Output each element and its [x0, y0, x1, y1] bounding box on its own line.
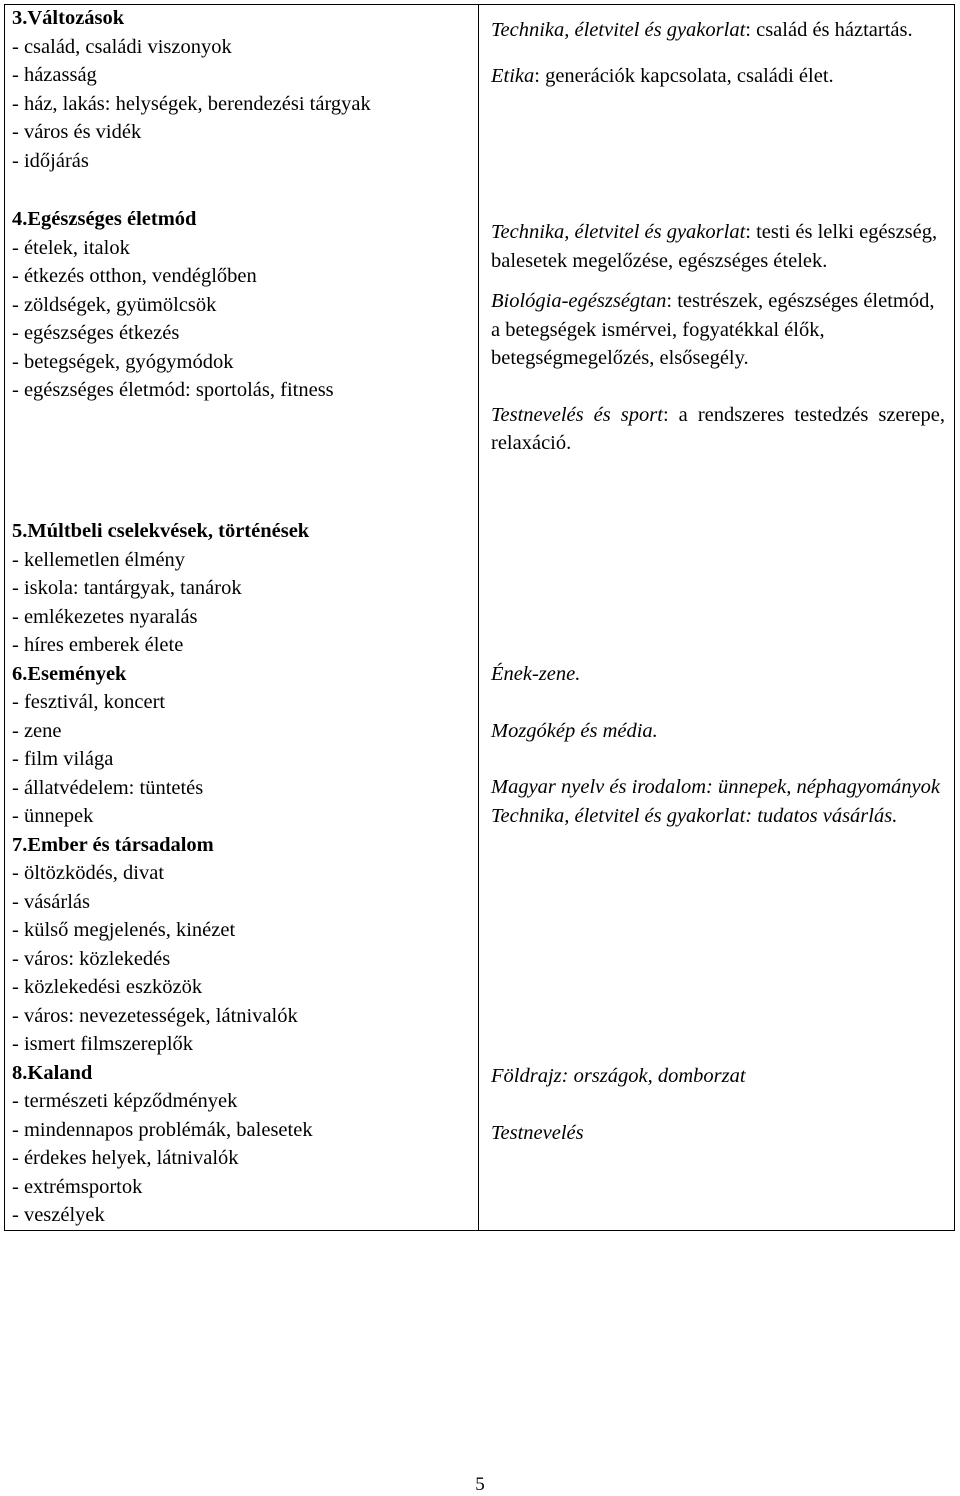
subject-name: Technika, életvitel és gyakorlat — [491, 19, 746, 41]
topic-heading: 6.Események — [12, 662, 127, 685]
topic-item: - család, családi viszonyok — [12, 35, 232, 58]
crossref-paragraph: Magyar nyelv és irodalom: ünnepek, néphagyományok — [491, 776, 940, 798]
crossref-paragraph: Testnevelés — [491, 1121, 584, 1144]
crossref-events — [491, 660, 945, 830]
topic-item: - házasság — [12, 64, 97, 86]
topic-heading: 5.Múltbeli cselekvések, történések — [12, 520, 310, 542]
crossref-paragraph: Ének-zene. — [491, 663, 581, 685]
crossref-paragraph — [491, 802, 945, 831]
topic-item: - egészséges életmód: sportolás, fitness — [12, 379, 334, 401]
topic-5-8 — [12, 517, 472, 1230]
topic-item: - egészséges étkezés — [12, 322, 180, 344]
topic-item: - ünnepek — [12, 805, 94, 827]
topic-item: - fesztivál, koncert — [12, 691, 166, 713]
crossref-paragraph: Földrajz: országok, domborzat — [491, 1065, 746, 1087]
topic-heading: 3.Változások — [12, 7, 125, 29]
subject-name: Etika — [491, 64, 535, 87]
topic-item: - extrémsportok — [12, 1175, 143, 1198]
subject-name: Testnevelés és sport — [491, 403, 663, 426]
page-number: 5 — [475, 1474, 485, 1495]
topic-item: - érdekes helyek, látnivalók — [12, 1147, 239, 1169]
topic-4 — [12, 205, 472, 405]
topic-item: - emlékezetes nyaralás — [12, 605, 198, 628]
topic-item: - iskola: tantárgyak, tanárok — [12, 577, 242, 599]
topic-item: - ételek, italok — [12, 236, 130, 259]
topic-item: - vásárlás — [12, 890, 90, 913]
topic-item: - mindennapos problémák, balesetek — [12, 1118, 313, 1141]
topic-item: - külső megjelenés, kinézet — [12, 919, 236, 941]
subject-topics: : a rendszeres testedzés szerepe, relaxáció. — [491, 403, 945, 454]
topic-heading: 4.Egészséges életmód — [12, 208, 197, 230]
topic-item: - ház, lakás: helységek, berendezési tárgyak — [12, 92, 371, 115]
topic-item: - természeti képződmények — [12, 1090, 238, 1112]
crossref-paragraph — [491, 218, 945, 275]
topic-item: - film világa — [12, 748, 114, 770]
topic-item: - kellemetlen élmény — [12, 548, 186, 571]
crossref-paragraph — [491, 62, 945, 91]
subject-name: Biológia-egészségtan — [491, 290, 667, 312]
column-divider — [478, 4, 479, 1231]
crossref-paragraph — [491, 401, 945, 458]
topic-3 — [12, 4, 472, 175]
subject-topics: : testrészek, egészséges életmód, a betegségek ismérvei, fogyatékkal élők, betegségmegelőzés, elsősegély. — [491, 290, 935, 369]
subject-topics: : tudatos vásárlás. — [745, 804, 898, 827]
topic-item: - zene — [12, 719, 62, 742]
crossref-family — [491, 16, 945, 90]
topic-item: - állatvédelem: tüntetés — [12, 776, 204, 799]
crossref-health — [491, 218, 945, 458]
subject-name: Technika, életvitel és gyakorlat — [491, 804, 746, 827]
topic-item: - város: közlekedés — [12, 947, 171, 970]
subject-topics: : testi és lelki egészség, balesetek megelőzése, egészséges ételek. — [491, 221, 938, 272]
crossref-paragraph — [491, 16, 945, 45]
subject-topics: : generációk kapcsolata, családi élet. — [534, 64, 834, 87]
topic-item: - betegségek, gyógymódok — [12, 350, 234, 373]
topic-heading: 8.Kaland — [12, 1061, 93, 1084]
topic-item: - város: nevezetességek, látnivalók — [12, 1004, 298, 1027]
subject-name: Technika, életvitel és gyakorlat — [491, 221, 746, 243]
topic-item: - közlekedési eszközök — [12, 976, 203, 998]
crossref-paragraph — [491, 287, 945, 373]
topic-item: - híres emberek élete — [12, 634, 184, 656]
topic-heading: 7.Ember és társadalom — [12, 833, 214, 856]
topic-item: - veszélyek — [12, 1204, 105, 1226]
topic-item: - öltözködés, divat — [12, 862, 165, 884]
topic-item: - étkezés otthon, vendéglőben — [12, 265, 257, 287]
crossref-adventure — [491, 1062, 945, 1147]
topic-item: - ismert filmszereplők — [12, 1033, 194, 1055]
topic-item: - zöldségek, gyümölcsök — [12, 293, 217, 316]
topic-item: - időjárás — [12, 149, 89, 172]
subject-topics: : család és háztartás. — [745, 19, 913, 41]
crossref-paragraph: Mozgókép és média. — [491, 719, 658, 742]
topic-item: - város és vidék — [12, 121, 142, 143]
